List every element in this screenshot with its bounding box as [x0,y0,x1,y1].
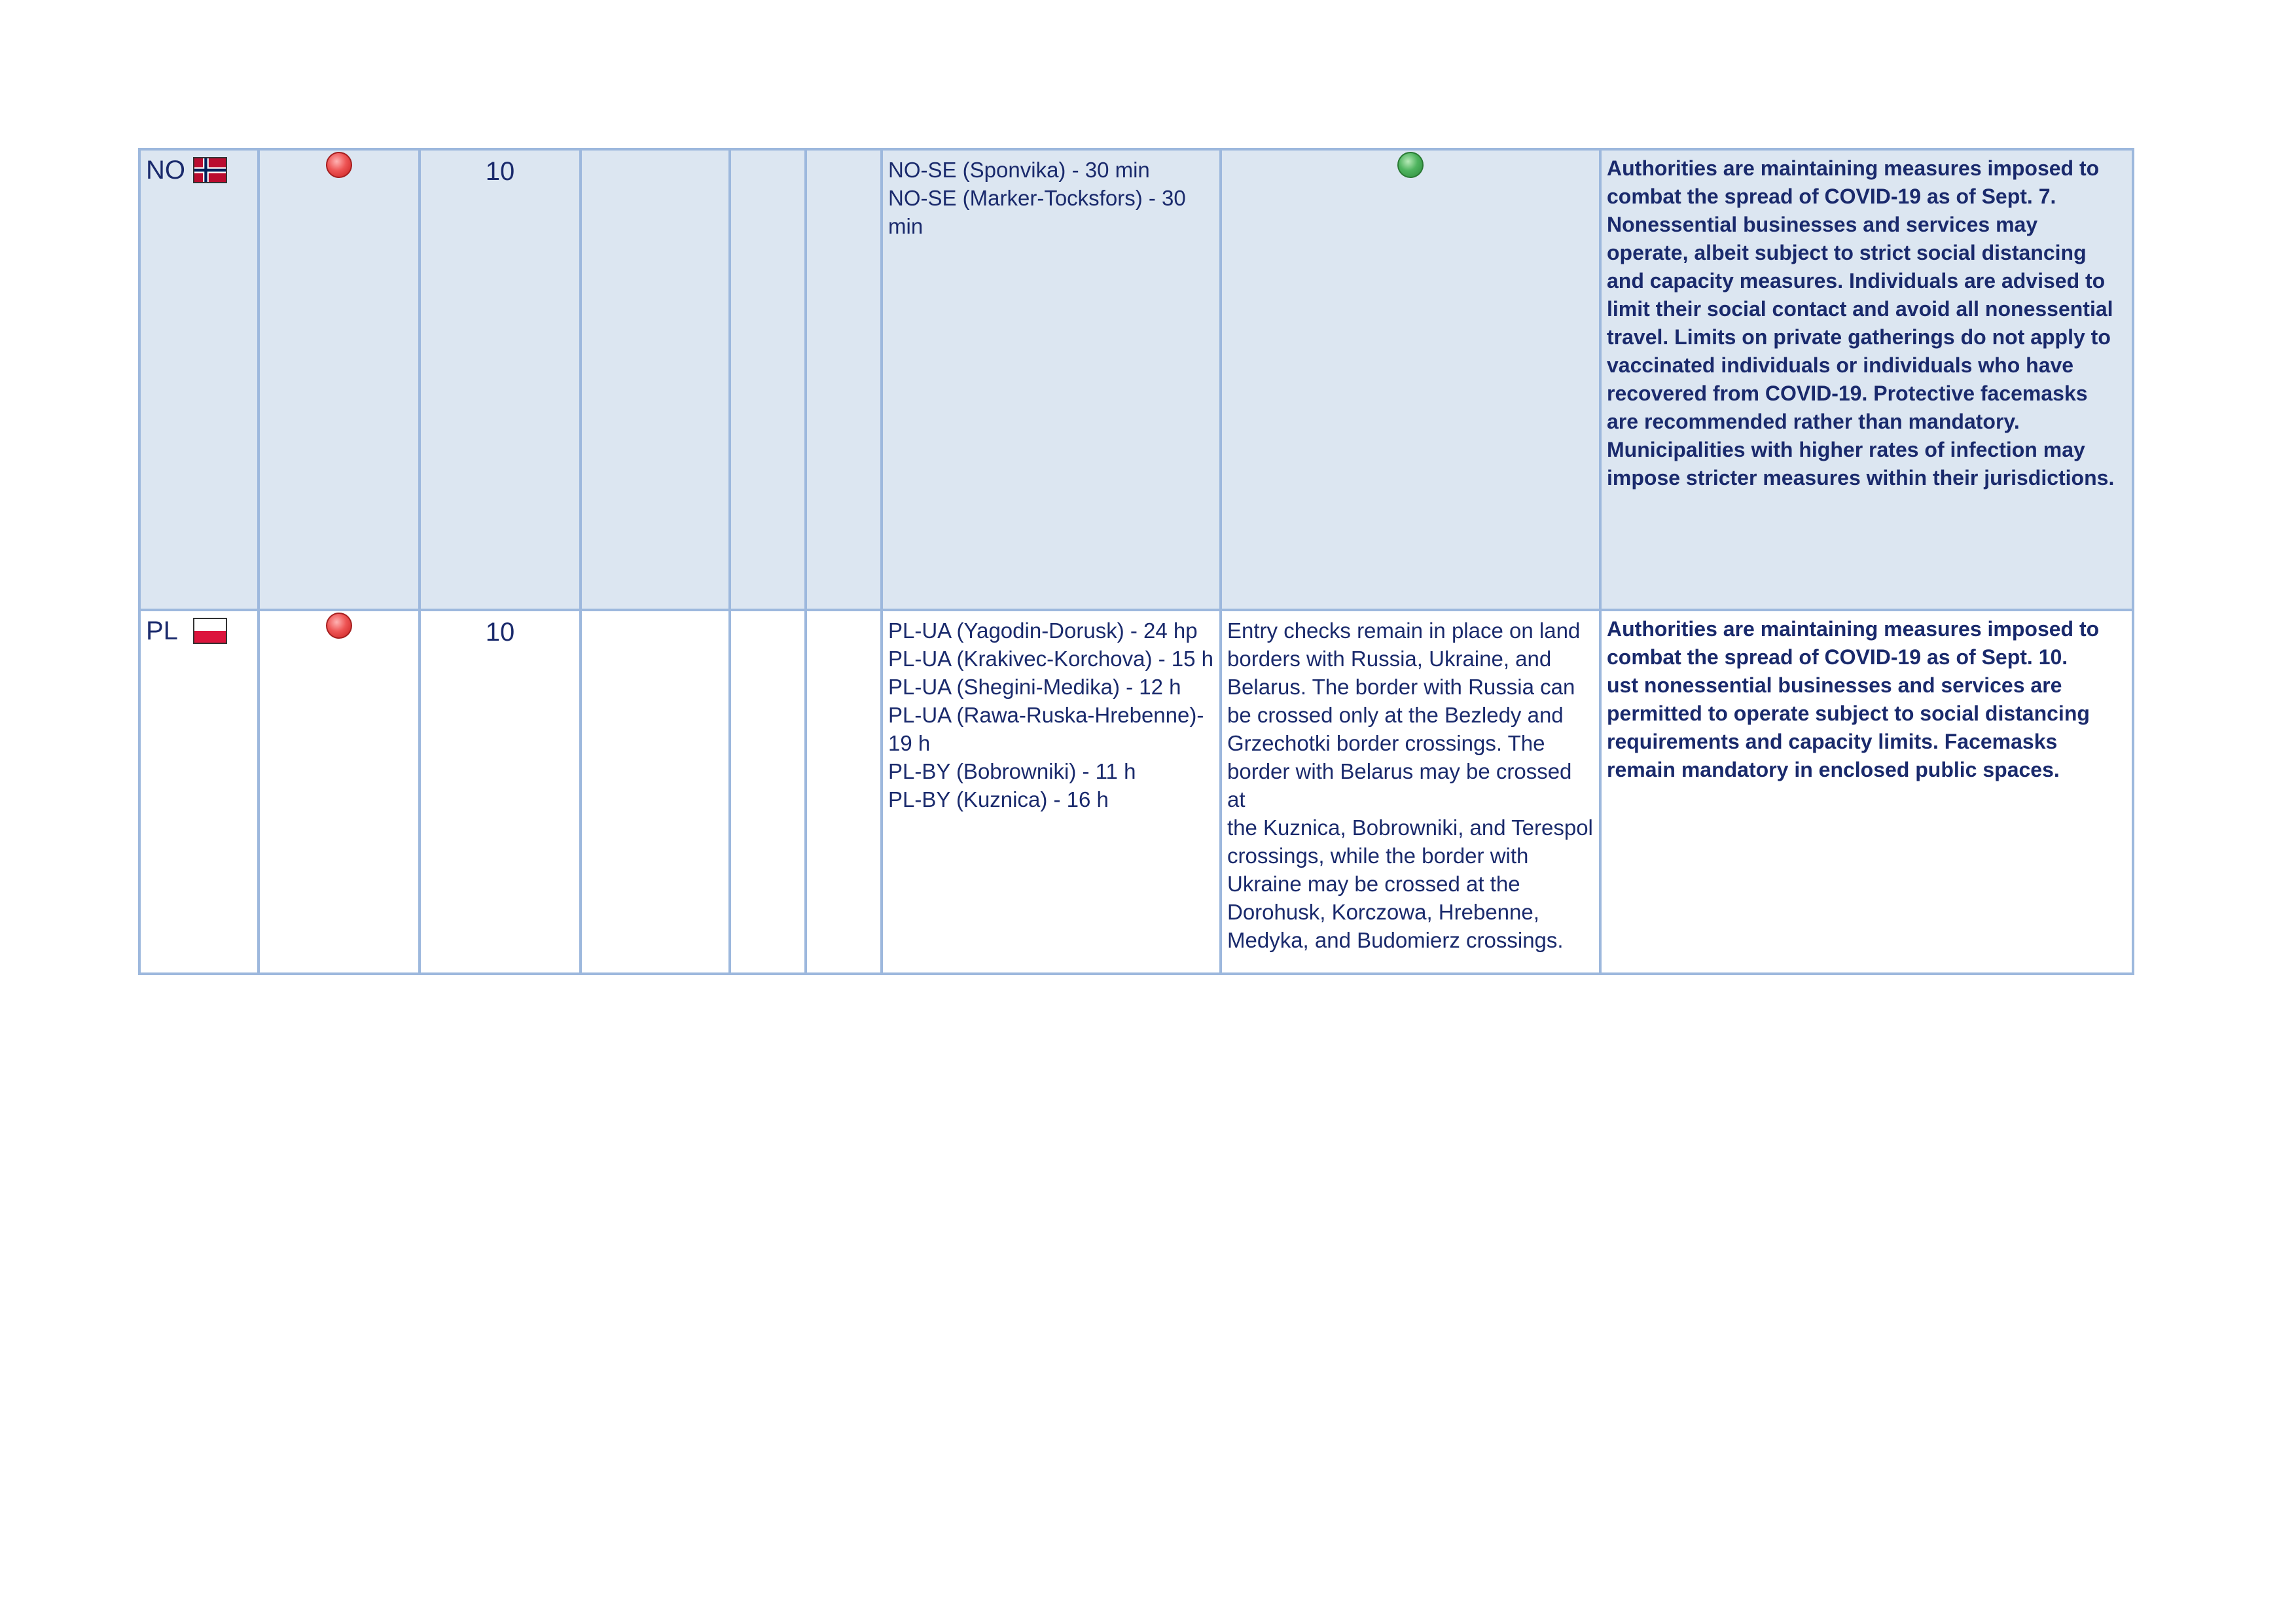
crossings-cell [882,149,1221,610]
measures-line: Authorities are maintaining measures imposed to [1607,156,2100,180]
crossing-line: min [888,214,924,238]
measures-line: are recommended rather than mandatory. [1607,410,2020,433]
measures-line: permitted to operate subject to social distancing [1607,702,2090,725]
measures-line: limit their social contact and avoid all nonessential [1607,297,2113,321]
crossing-line: NO-SE (Marker-Tocksfors) - 30 [888,186,1186,210]
country-measures-table [138,148,2134,975]
status-red-dot-icon [326,152,352,178]
crossing-line: NO-SE (Sponvika) - 30 min [888,158,1150,182]
crossing-line: PL-UA (Yagodin-Dorusk) - 24 hp [888,618,1198,643]
border-note-line: Medyka, and Budomierz crossings. [1227,928,1564,952]
crossings-cell [882,610,1221,974]
border-note-line: the Kuznica, Bobrowniki, and Terespol [1227,815,1593,840]
measures-line: Nonessential businesses and services may [1607,213,2038,236]
value-number: 10 [485,157,515,186]
measures-line: Authorities are maintaining measures imposed to [1607,617,2100,641]
empty-cell [730,149,806,610]
crossing-line: 19 h [888,731,931,755]
measures-line: combat the spread of COVID-19 as of Sept. 10. [1607,645,2068,669]
country-table-wrapper [138,148,2134,975]
empty-cell [581,149,730,610]
empty-cell [730,610,806,974]
measures-line: Municipalities with higher rates of infection may [1607,438,2085,461]
measures-line: travel. Limits on private gatherings do not apply to [1607,325,2111,349]
status-cell [259,149,420,610]
border-green-dot-icon [1397,152,1424,178]
value-number: 10 [485,618,515,647]
crossing-line: PL-UA (Rawa-Ruska-Hrebenne)- [888,703,1204,727]
poland-flag-icon [193,618,227,644]
measures-line: operate, albeit subject to strict social distancing [1607,241,2087,264]
norway-flag-icon [193,157,227,183]
border-note-line: borders with Russia, Ukraine, and [1227,647,1552,671]
measures-line: vaccinated individuals or individuals who have [1607,353,2074,377]
measures-line: remain mandatory in enclosed public spaces. [1607,758,2060,781]
measures-line: impose stricter measures within their jurisdictions. [1607,466,2115,490]
value-cell [420,149,581,610]
border-note-line: be crossed only at the Bezledy and [1227,703,1564,727]
measures-line: ust nonessential businesses and services are [1607,673,2062,697]
crossing-line: PL-UA (Shegini-Medika) - 12 h [888,675,1181,699]
crossing-line: PL-BY (Kuznica) - 16 h [888,787,1109,812]
table-row-pl [139,610,2133,974]
value-cell [420,610,581,974]
crossing-line: PL-BY (Bobrowniki) - 11 h [888,759,1136,783]
country-code: NO [146,156,185,185]
measures-cell [1600,610,2133,974]
crossing-line: PL-UA (Krakivec-Korchova) - 15 h [888,647,1214,671]
empty-cell [581,610,730,974]
measures-line: and capacity measures. Individuals are advised to [1607,269,2106,293]
measures-cell [1600,149,2133,610]
empty-cell [806,610,882,974]
measures-line: combat the spread of COVID-19 as of Sept. 7. [1607,185,2056,208]
border-note-line: crossings, while the border with [1227,844,1529,868]
table-row-no [139,149,2133,610]
country-cell [139,149,259,610]
border-note-line: Belarus. The border with Russia can [1227,675,1575,699]
border-note-line: Ukraine may be crossed at the [1227,872,1520,896]
border-note-line: border with Belarus may be crossed at [1227,759,1572,812]
measures-line: recovered from COVID-19. Protective facemasks [1607,382,2088,405]
status-cell [259,610,420,974]
country-code: PL [146,616,178,645]
border-note-cell [1221,610,1600,974]
country-cell [139,610,259,974]
measures-line: requirements and capacity limits. Facemasks [1607,730,2058,753]
empty-cell [806,149,882,610]
border-note-line: Dorohusk, Korczowa, Hrebenne, [1227,900,1539,924]
border-status-cell [1221,149,1600,610]
status-red-dot-icon [326,613,352,639]
border-note-line: Entry checks remain in place on land [1227,618,1581,643]
border-note-line: Grzechotki border crossings. The [1227,731,1545,755]
